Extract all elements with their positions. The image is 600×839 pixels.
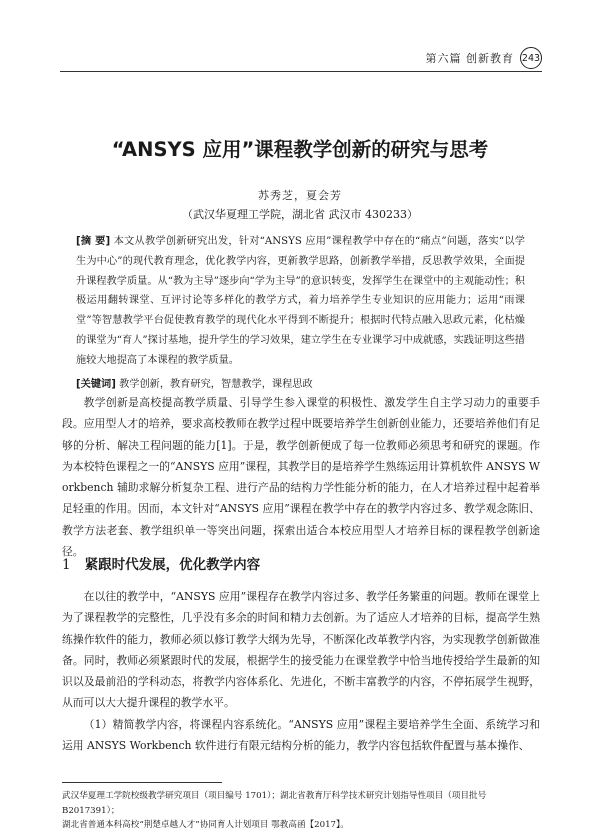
section-number: 1 bbox=[62, 557, 71, 573]
abstract-text: 本文从教学创新研究出发，针对“ANSYS 应用”课程教学中存在的“痛点”问题，落实“以学生为中心”的现代教育理念，优化教学内容，更新教学思路，创新教学举措，反思教学效果，全面提升课程教学质量。从“教为主导”逐步向“学为主导”的意识转变，发挥学生在课堂中的主观能动性；积极运用翻转课堂、互评讨论等多样化的教学方式，着力培养学生专业知识的应用能力；运用“雨课堂”等智慧教学平台促使教育教学的现代化水平得到不断提升；根据时代特点融入思政元素，化枯燥的课堂为“育人”探讨基地，提升学生的学习效果，建立学生在专业课学习中成就感，实践证明这些措施较大地提高了本课程的教学质量。 bbox=[76, 236, 525, 366]
footnote bbox=[62, 789, 540, 833]
keywords bbox=[76, 375, 525, 390]
paper-title: “ANSYS 应用”课程教学创新的研究与思考 bbox=[111, 138, 489, 161]
header-section-title: 第六篇 创新教育 bbox=[425, 52, 514, 65]
section-heading bbox=[62, 553, 260, 573]
affiliation: （武汉华夏理工学院，湖北省 武汉市 430233） bbox=[182, 208, 418, 221]
section-paragraph: （1）精简教学内容，将课程内容系统化。“ANSYS 应用”课程主要培养学生全面、系统学习和运用 ANSYS Workbench 软件进行有限元结构分析的能力，教学内容包括软件配置与基本操作、 bbox=[62, 717, 540, 753]
footnote-divider bbox=[62, 782, 222, 783]
section-paragraph: 在以往的教学中，“ANSYS 应用”课程存在教学内容过多、教学任务繁重的问题。教师在课堂上为了课程教学的完整性，几乎没有多余的时间和精力去创新。为了适应人才培养的目标，提高学生熟练操作软件的能力，教师必须以修订教学大纲为先导，不断深化改革教学内容，为实现教学创新做准备。同时，教师必须紧跟时代的发展，根据学生的接受能力在课堂教学中恰当地传授给学生最新的知识以及最前沿的学科动态，将教学内容体系化、先进化，不断丰富教学的内容，不停拓展学生视野，从而可以大大提升课程的教学水平。 bbox=[62, 590, 540, 710]
section-body bbox=[62, 586, 540, 756]
footnote-line: 武汉华夏理工学院校级教学研究项目（项目编号 1701）；湖北省教育厅科学技术研究计划指导性项目（项目批号 B2017391）； bbox=[62, 791, 487, 816]
keywords-text: 教学创新，教育研究，智慧教学，课程思政 bbox=[119, 379, 313, 390]
footnote-line: 湖北省普通本科高校“荆楚卓越人才”协同育人计划项目 鄂教高函【2017】。 bbox=[62, 820, 349, 830]
running-header bbox=[426, 46, 543, 70]
abstract bbox=[76, 232, 525, 371]
abstract-label: [摘 要] bbox=[76, 236, 111, 247]
intro-paragraph: 教学创新是高校提高教学质量、引导学生参入课堂的积极性、激发学生自主学习动力的重要手段。应用型人才的培养，要求高校教师在教学过程中既要培养学生创新创业能力，还要培养他们有足够的分析、解决工程问题的能力[1]。于是，教学创新便成了每一位教师必须思考和研究的课题。作为本校特色课程之一的“ANSYS 应用”课程，其教学目的是培养学生熟练运用计算机软件 ANSYS Workbench 辅助求解分析复杂工程、进行产品的结构力学性能分析的能力，在人才培养过程中起着举足轻重的作用。因而，本文针对“ANSYS 应用”课程在教学中存在的教学内容过多、教学观念陈旧、教学方法老套、教学组织单一等突出问题，探索出适合本校应用型人才培养目标的课程教学创新途径。 bbox=[62, 396, 540, 559]
section-title: 紧跟时代发展，优化教学内容 bbox=[84, 557, 261, 573]
keywords-label: [关键词] bbox=[76, 379, 116, 390]
page-number: 243 bbox=[520, 47, 542, 69]
authors: 苏秀芝，夏会芳 bbox=[258, 189, 342, 202]
header-divider bbox=[60, 71, 542, 72]
